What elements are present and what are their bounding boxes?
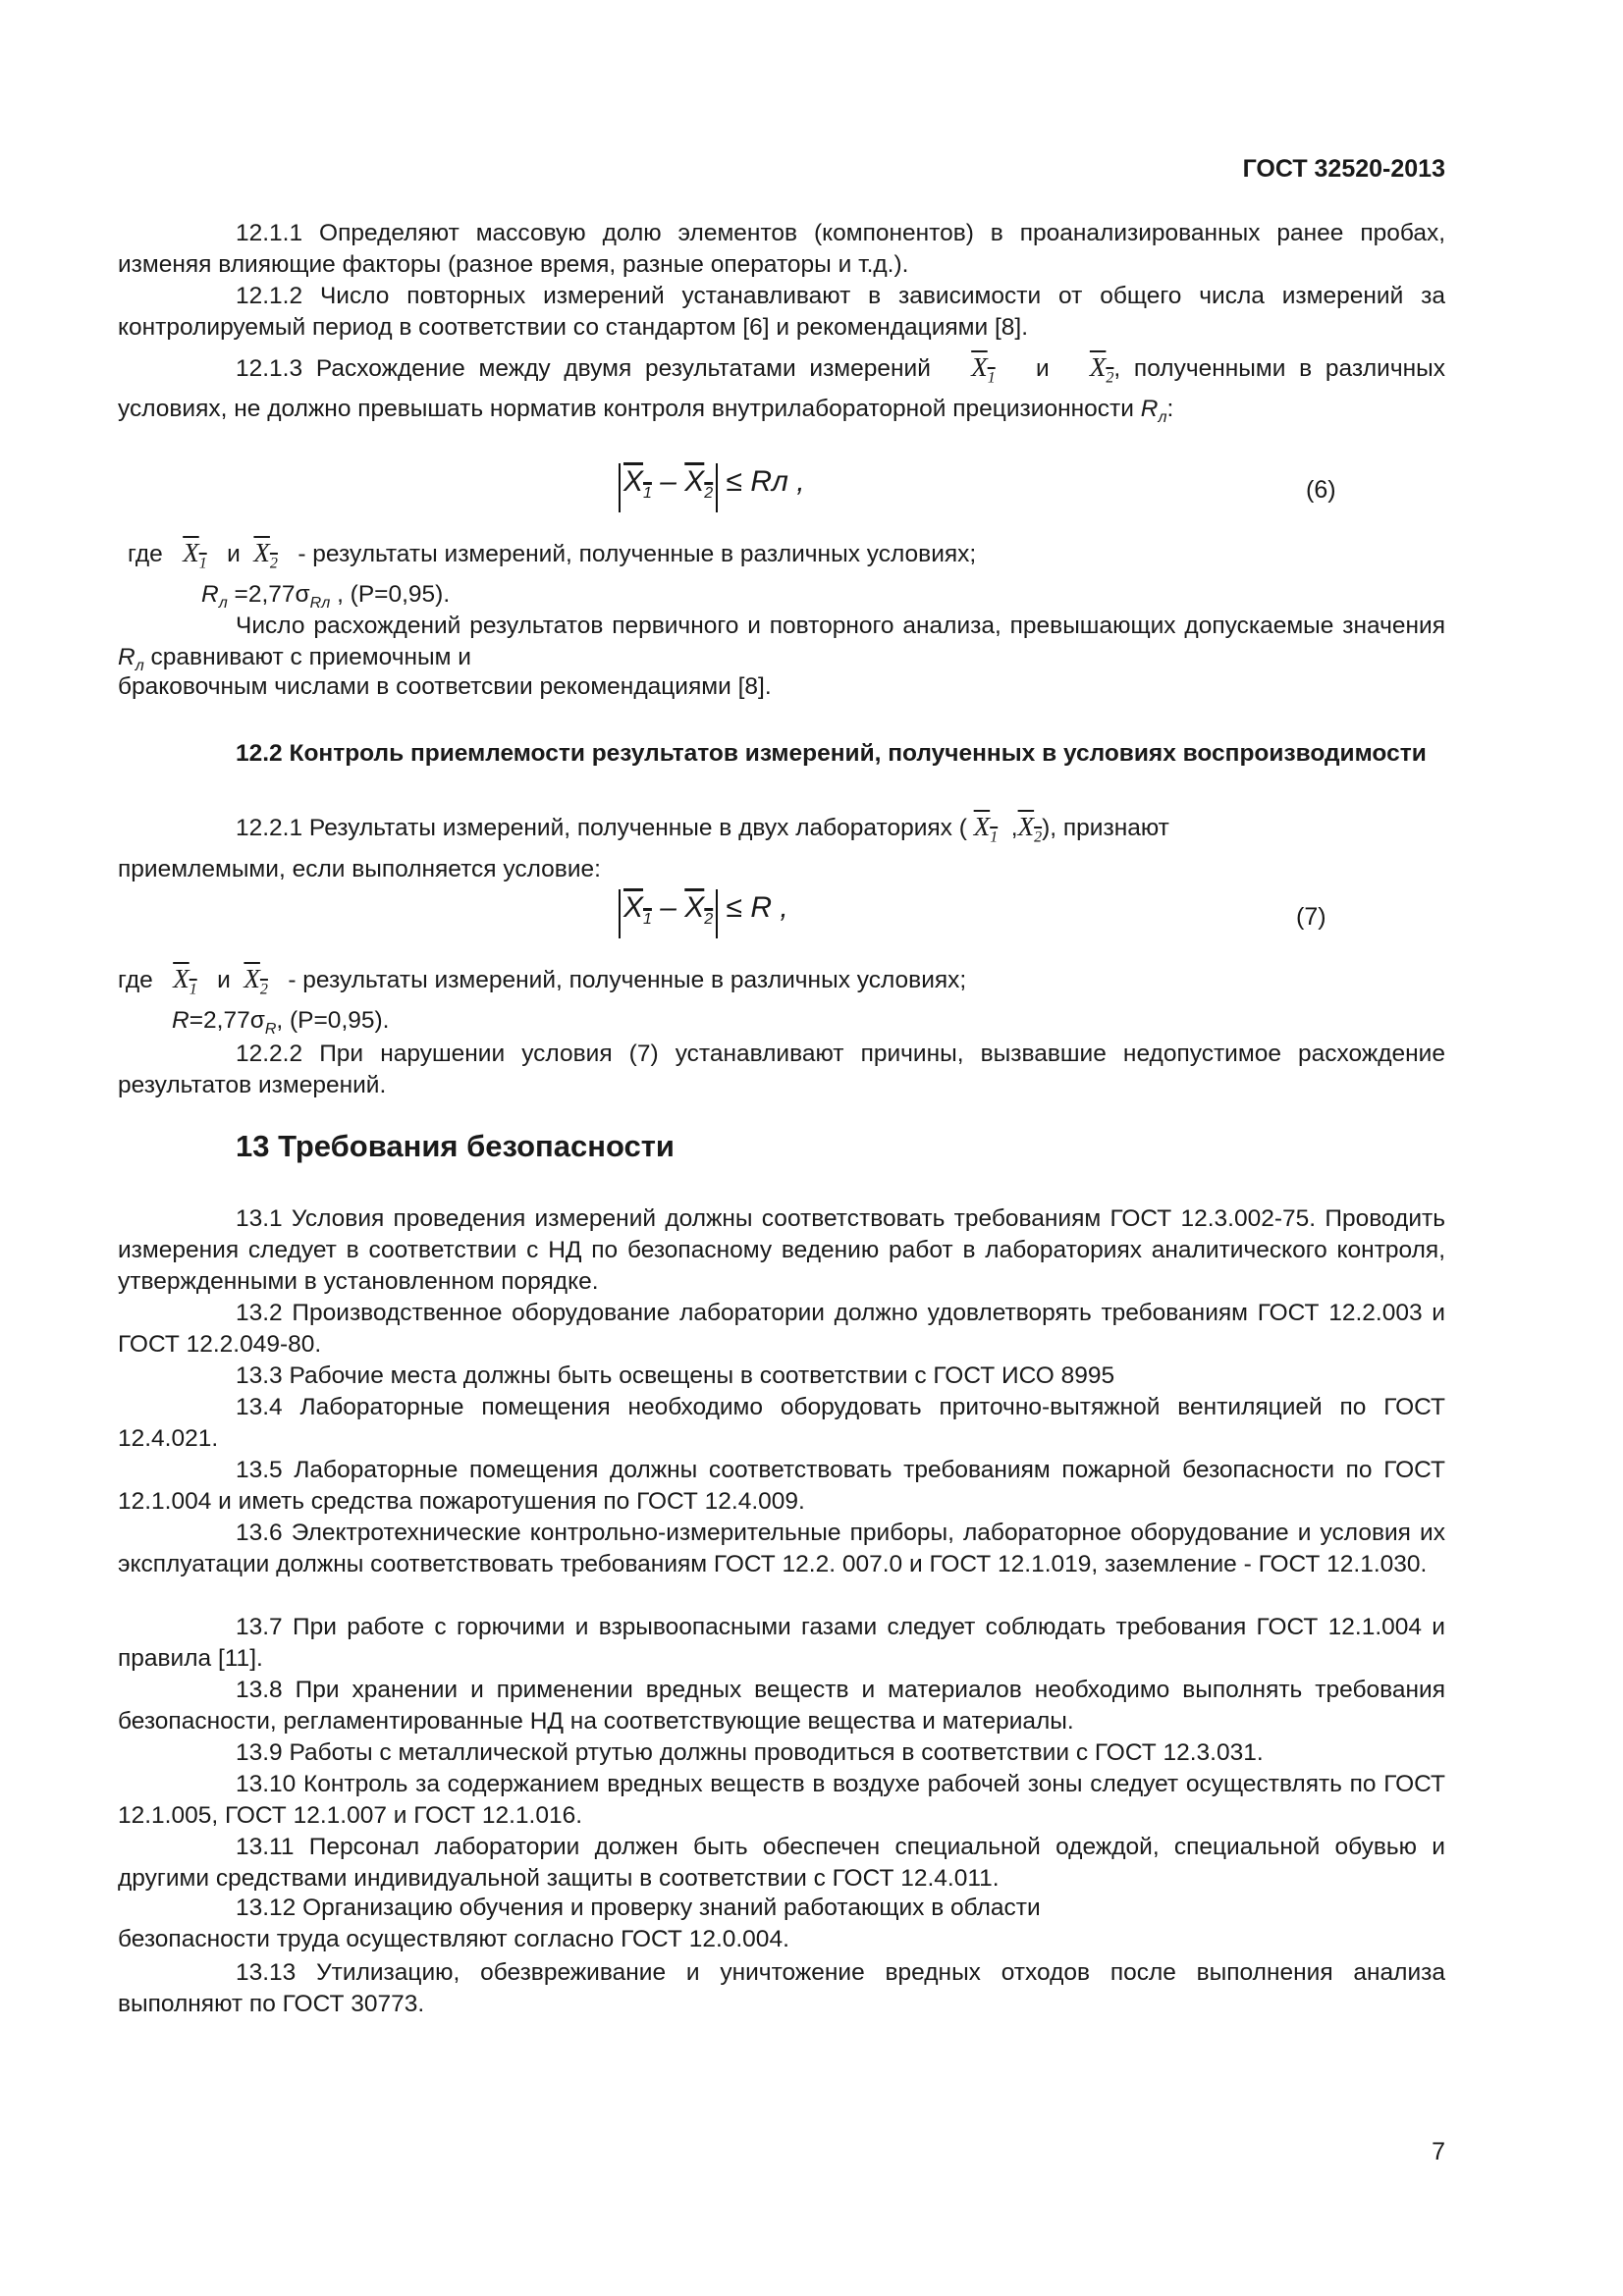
- page-number: 7: [1432, 2138, 1445, 2165]
- where-6-line: где $X_1$ и $X_2$ - результаты измерений, полученные в различных условиях;: [128, 538, 977, 572]
- paragraph-12-2-1: 12.2.1 Результаты измерений, полученные в двух лабораториях ( $X_1$ $,X_2$), признают: [236, 812, 1169, 846]
- paragraph-discrepancy-last: браковочным числами в соответсвии рекомендациями [8].: [118, 673, 772, 700]
- paragraph-13-4: 13.4 Лабораторные помещения необходимо оборудовать приточно-вытяжной вентиляцией по ГОСТ 12.4.021.: [118, 1394, 1445, 1452]
- r-definition: $R=2,77\sigma_R$, (P=0,95).: [172, 1007, 390, 1038]
- document-id-header: ГОСТ 32520-2013: [1242, 155, 1445, 183]
- p-12-1-3-start: 12.1.3 Расхождение между двумя результатами измерений: [236, 355, 931, 382]
- paragraph-12-2-2: 12.2.2 При нарушении условия (7) устанавливают причины, вызвавшие недопустимое расхождение результатов измерений.: [118, 1041, 1445, 1098]
- paragraph-discrepancy: Число расхождений результатов первичного и повторного анализа, превышающих допускаемые значения $R_л$ сравнивают с приемочным и: [118, 613, 1445, 674]
- p-12-1-3-rest: , полученными в различных условиях, не должно превышать норматив контроля внутрилабораторной прецизионности: [118, 355, 1445, 423]
- paragraph-13-7: 13.7 При работе с горючими и взрывоопасными газами следует соблюдать требования ГОСТ 12.1.004 и правила [11].: [118, 1614, 1445, 1672]
- paragraph-13-1: 13.1 Условия проведения измерений должны соответствовать требованиям ГОСТ 12.3.002-75. Проводить измерения следует в соответствии с НД по безопасному ведению работ в лабораториях аналитического контроля, утвержденными в установленном порядке.: [118, 1205, 1445, 1295]
- where-7-line: где $X_1$ и $X_2$ - результаты измерений, полученные в различных условиях;: [118, 964, 967, 998]
- paragraph-13-8: 13.8 При хранении и применении вредных веществ и материалов необходимо выполнять требования безопасности, регламентированные НД на соответствующие вещества и материалы.: [118, 1677, 1445, 1735]
- paragraph-13-5: 13.5 Лабораторные помещения должны соответствовать требованиям пожарной безопасности по ГОСТ 12.1.004 и иметь средства пожаротушения по ГОСТ 12.4.009.: [118, 1457, 1445, 1515]
- paragraph-12-1-1: 12.1.1 Определяют массовую долю элементов (компонентов) в проанализированных ранее пробах, изменяя влияющие факторы (разное время, разные операторы и т.д.).: [118, 220, 1445, 278]
- paragraph-12-1-3: 12.1.3 Расхождение между двумя результатами измерений $X_1$ и $X_2$, полученными в различных условиях, не должно превышать норматив контроля внутрилабораторной прецизионности $R_л$:: [118, 352, 1445, 427]
- section-13-heading: 13 Требования безопасности: [236, 1129, 675, 1163]
- formula-6-rhs: ≤ Rл ,: [726, 465, 805, 498]
- paragraph-13-3: 13.3 Рабочие места должны быть освещены в соответствии с ГОСТ ИСО 8995: [236, 1362, 1115, 1389]
- paragraph-13-10: 13.10 Контроль за содержанием вредных веществ в воздухе рабочей зоны следует осуществлять по ГОСТ 12.1.005, ГОСТ 12.1.007 и ГОСТ 12.1.016.: [118, 1771, 1445, 1829]
- formula-7-rhs: ≤ R ,: [726, 891, 788, 924]
- rl-definition: $R_л =2,77\sigma_{Rл}$ , (P=0,95).: [201, 581, 451, 612]
- formula-7: $X_1 - X_2 \le R$ ,: [619, 889, 788, 938]
- paragraph-13-11: 13.11 Персонал лаборатории должен быть обеспечен специальной одеждой, специальной обувью и другими средствами индивидуальной защиты в соответствии с ГОСТ 12.4.011.: [118, 1834, 1445, 1892]
- p-12-1-3-and: и: [1035, 355, 1050, 382]
- paragraph-12-1-2: 12.1.2 Число повторных измерений устанавливают в зависимости от общего числа измерений за контролируемый период в соответствии со стандартом [6] и рекомендациями [8].: [118, 283, 1445, 341]
- x1-symbol: $X_1$: [971, 352, 996, 387]
- paragraph-13-6: 13.6 Электротехнические контрольно-измерительные приборы, лабораторное оборудование и условия их эксплуатации должны соответствовать требованиям ГОСТ 12.2. 007.0 и ГОСТ 12.1.019, заземление - ГОСТ 12.1.030.: [118, 1520, 1445, 1577]
- paragraph-13-12-cont: безопасности труда осуществляют согласно ГОСТ 12.0.004.: [118, 1926, 789, 1952]
- rl-symbol: R: [1140, 396, 1159, 423]
- paragraph-13-12: 13.12 Организацию обучения и проверку знаний работающих в области: [236, 1895, 1041, 1921]
- formula-6-number: (6): [1306, 476, 1336, 504]
- formula-6: $X_1 - X_2$ ≤ Rл ,: [619, 463, 805, 512]
- paragraph-12-2-1-cont: приемлемыми, если выполняется условие:: [118, 856, 601, 882]
- paragraph-13-2: 13.2 Производственное оборудование лаборатории должно удовлетворять требованиям ГОСТ 12.2.003 и ГОСТ 12.2.049-80.: [118, 1300, 1445, 1358]
- paragraph-13-13: 13.13 Утилизацию, обезвреживание и уничтожение вредных отходов после выполнения анализа выполняют по ГОСТ 30773.: [118, 1959, 1445, 2017]
- formula-7-number: (7): [1296, 903, 1326, 931]
- paragraph-13-9: 13.9 Работы с металлической ртутью должны проводиться в соответствии с ГОСТ 12.3.031.: [236, 1739, 1264, 1766]
- x2-symbol: $X_2$: [1089, 352, 1114, 387]
- section-12-2-heading: 12.2 Контроль приемлемости результатов измерений, полученных в условиях воспроизводимости: [236, 740, 1427, 767]
